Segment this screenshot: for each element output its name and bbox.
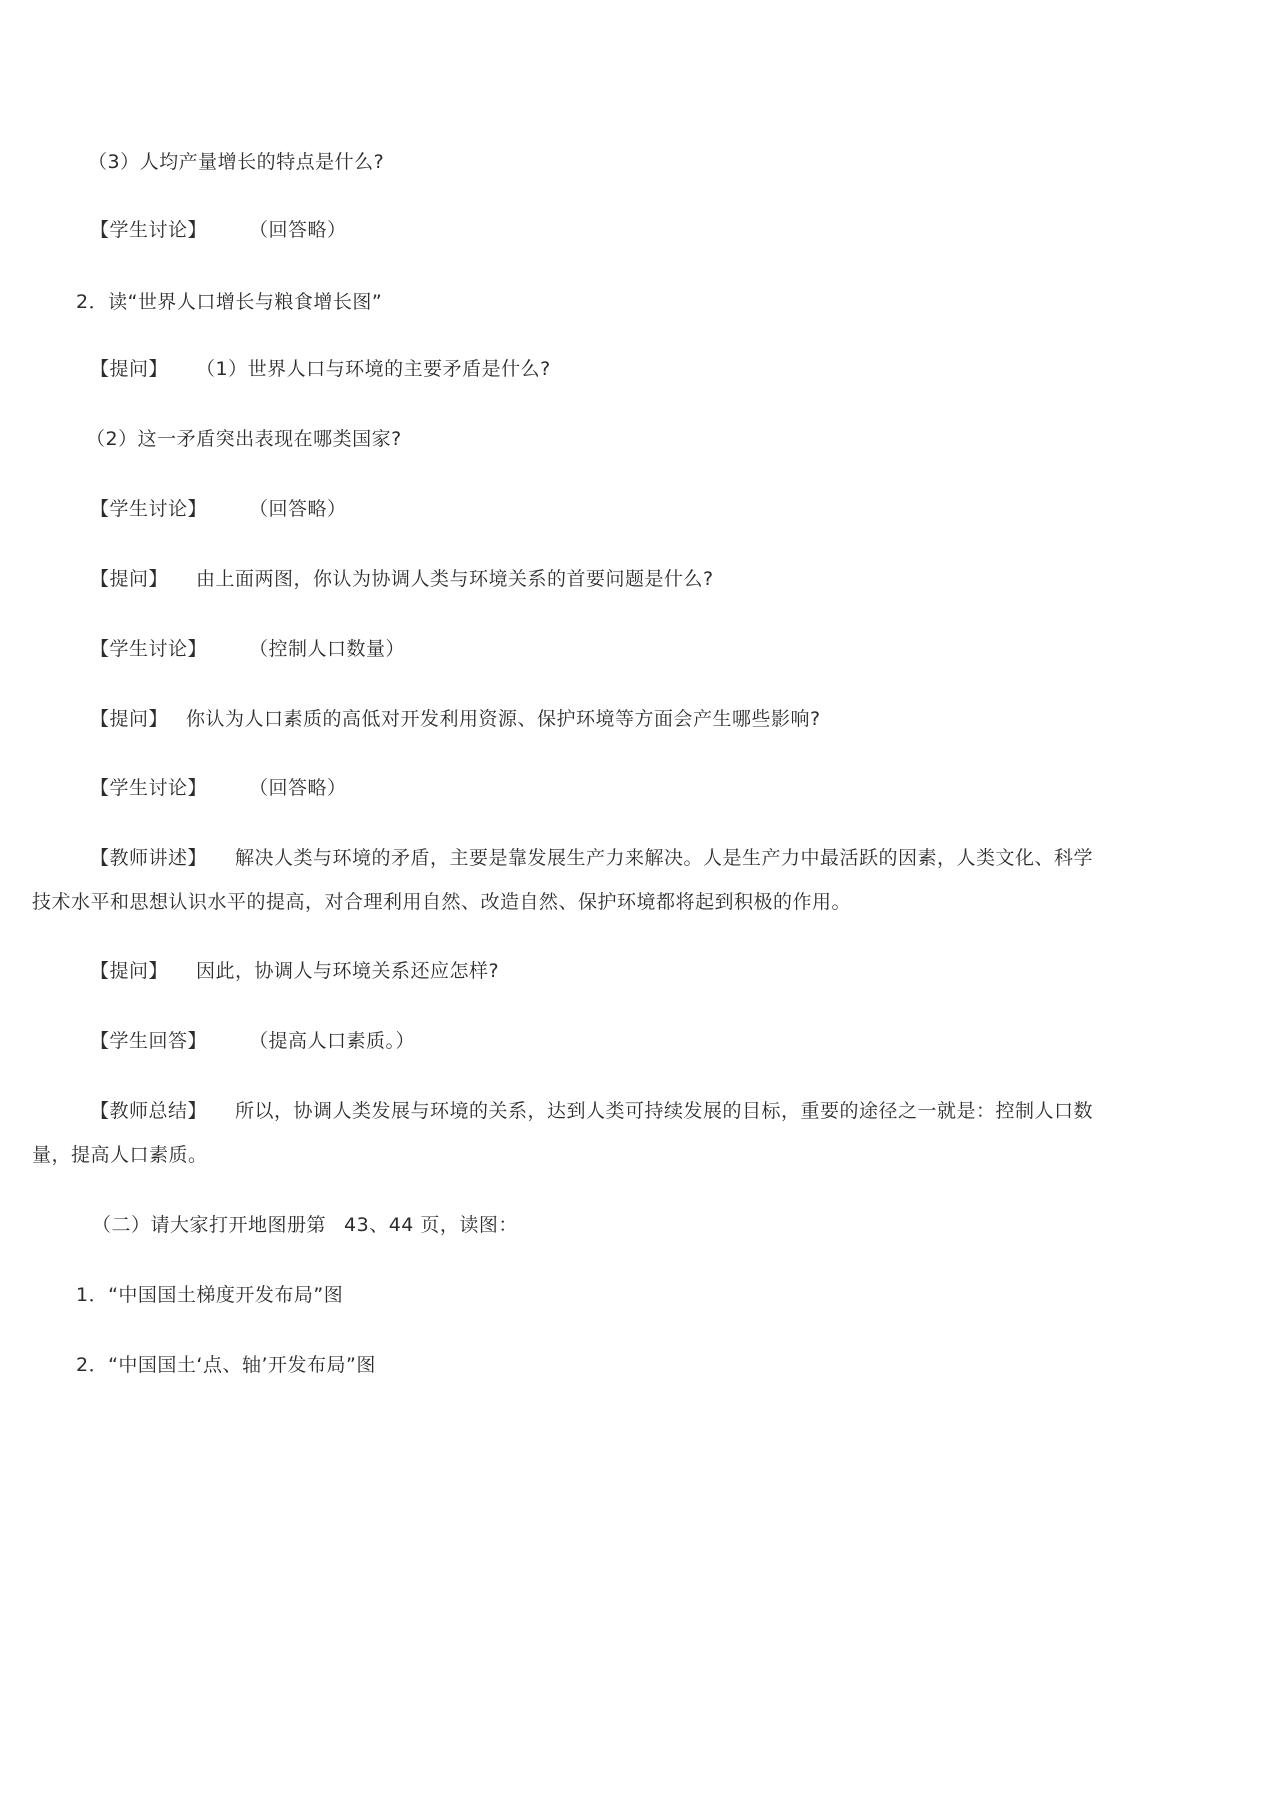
question-text: 你认为人口素质的高低对开发利用资源、保护环境等方面会产生哪些影响? — [186, 708, 821, 730]
line-question-3 — [88, 150, 384, 174]
student-discussion-tag: 【学生讨论】 — [90, 777, 208, 799]
line-student-discussion-2 — [90, 497, 347, 521]
question-text: 因此，协调人与环境关系还应怎样? — [196, 960, 500, 982]
question-text: 由上面两图，你认为协调人类与环境关系的首要问题是什么? — [196, 568, 714, 590]
question-text: （3）人均产量增长的特点是什么? — [88, 151, 385, 173]
section-text: （二）请大家打开地图册第 — [92, 1214, 327, 1236]
line-student-discussion-1 — [90, 218, 347, 242]
question-tag: 【提问】 — [90, 358, 169, 380]
line-teacher-summary-cont — [32, 1143, 208, 1167]
student-discussion-tag: 【学生讨论】 — [90, 219, 208, 241]
line-map-2 — [76, 1353, 376, 1377]
question-tag: 【提问】 — [90, 568, 169, 590]
line-map-1 — [76, 1283, 343, 1307]
summary-text: 所以，协调人类发展与环境的关系，达到人类可持续发展的目标，重要的途径之一就是：控制人口数 — [235, 1100, 1094, 1122]
line-student-answer — [90, 1029, 415, 1053]
line-question-2 — [86, 427, 402, 451]
line-teacher-summary — [90, 1099, 1093, 1123]
answer-text: （回答略） — [249, 498, 347, 520]
line-question-tag-1 — [90, 357, 551, 381]
line-question-tag-3 — [90, 707, 821, 731]
line-question-tag-2 — [90, 567, 714, 591]
question-tag: 【提问】 — [90, 960, 169, 982]
map-item-text: 1．“中国国土梯度开发布局”图 — [76, 1284, 344, 1306]
line-student-discussion-3 — [90, 637, 405, 661]
teacher-narration-tag: 【教师讲述】 — [90, 847, 208, 869]
map-item-text: 2．“中国国土‘点、轴’开发布局”图 — [76, 1354, 376, 1376]
section-page-ref: 43、44 页，读图： — [344, 1214, 518, 1236]
item-text: 2．读“世界人口增长与粮食增长图” — [76, 291, 383, 313]
line-teacher-narration-cont — [32, 890, 851, 914]
question-tag: 【提问】 — [90, 708, 169, 730]
student-discussion-tag: 【学生讨论】 — [90, 638, 208, 660]
answer-text: （回答略） — [249, 219, 347, 241]
answer-text: （提高人口素质。） — [249, 1030, 416, 1052]
teacher-summary-tag: 【教师总结】 — [90, 1100, 208, 1122]
answer-text: （控制人口数量） — [249, 638, 406, 660]
line-student-discussion-4 — [90, 776, 347, 800]
line-item-2-read-chart — [76, 290, 382, 314]
summary-text: 量，提高人口素质。 — [32, 1144, 208, 1166]
line-teacher-narration — [90, 846, 1093, 870]
question-text: （1）世界人口与环境的主要矛盾是什么? — [196, 358, 551, 380]
line-section-2 — [92, 1213, 518, 1237]
answer-text: （回答略） — [249, 777, 347, 799]
narration-text: 解决人类与环境的矛盾，主要是靠发展生产力来解决。人是生产力中最活跃的因素，人类文化、科学 — [235, 847, 1094, 869]
line-question-tag-4 — [90, 959, 499, 983]
student-discussion-tag: 【学生讨论】 — [90, 498, 208, 520]
question-text: （2）这一矛盾突出表现在哪类国家? — [86, 428, 402, 450]
student-answer-tag: 【学生回答】 — [90, 1030, 208, 1052]
narration-text: 技术水平和思想认识水平的提高，对合理利用自然、改造自然、保护环境都将起到积极的作用。 — [32, 891, 852, 913]
